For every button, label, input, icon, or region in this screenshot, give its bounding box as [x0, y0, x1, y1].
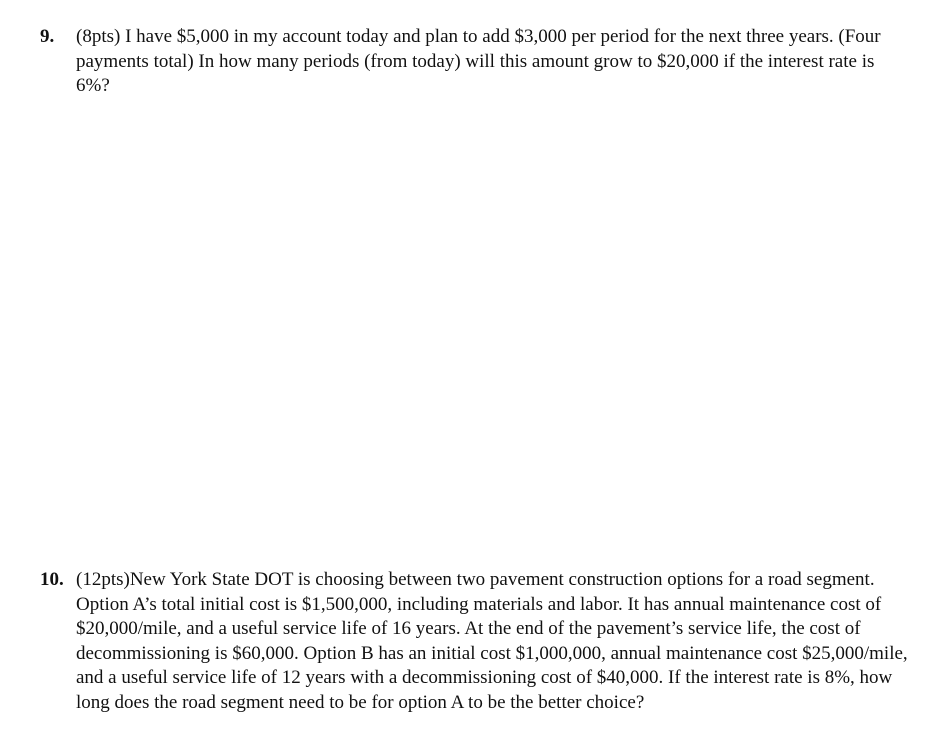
question-text: (8pts) I have $5,000 in my account today and plan to add $3,000 per period for the next three years. (Four payments total) In how many periods (from today) will this amount grow to $20,000 if the interest rate is 6%? [76, 26, 881, 96]
question-text: (12pts)New York State DOT is choosing between two pavement construction options for a road segment. Option A’s total initial cost is $1,500,000, including materials and labor. It has annual maintenance cost of $20,000/mile, and a useful service life of 16 years. At the end of the pavement’s service life, the cost of decommissioning is $60,000. Option B has an initial cost $1,000,000, annual maintenance cost $25,000/mile, and a useful service life of 12 years with a decommissioning cost of $40,000. If the interest rate is 8%, how long does the road segment need to be for option A to be the better choice? [76, 569, 908, 713]
question-9 [40, 25, 910, 99]
question-10 [40, 568, 910, 715]
answer-space [40, 100, 900, 560]
question-number: 10. [40, 569, 64, 590]
question-number: 9. [40, 26, 55, 47]
